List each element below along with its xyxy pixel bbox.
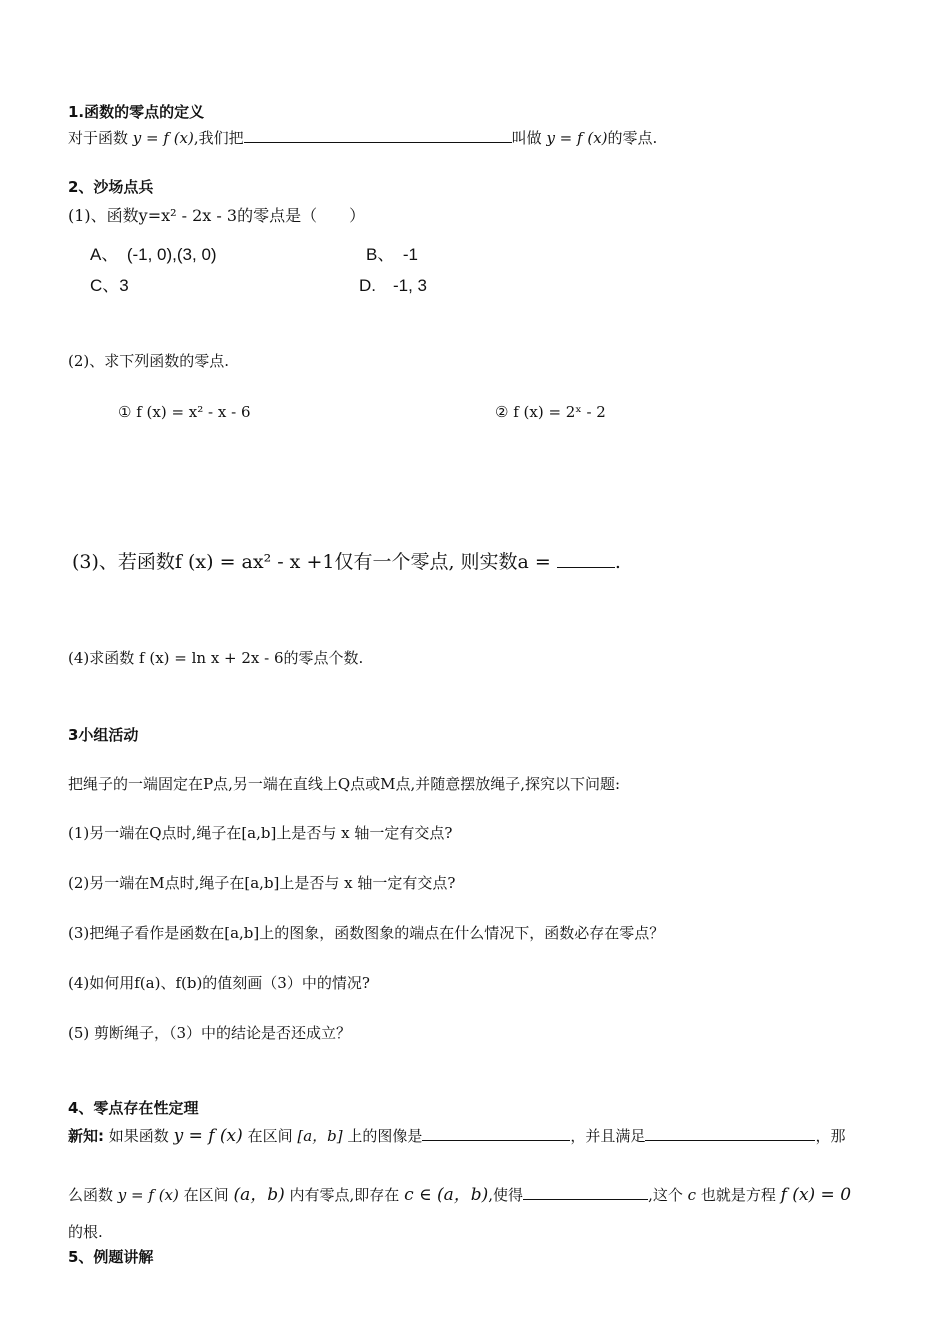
answer-blank-a[interactable]: [557, 551, 615, 568]
option-b[interactable]: B、 -1: [366, 245, 418, 264]
def-post: 叫做: [511, 129, 542, 147]
condition-blank[interactable]: [645, 1124, 815, 1141]
theorem-line-3: 的根.: [68, 1223, 103, 1241]
t2-interval: (a，b): [233, 1185, 285, 1205]
t1-b: 在区间: [247, 1127, 293, 1145]
t2-equation: f (x) = 0: [780, 1185, 852, 1205]
t2-b: 在区间: [183, 1186, 229, 1204]
section-1-title: 1.函数的零点的定义: [68, 103, 205, 121]
t2-g: 也就是方程: [700, 1186, 776, 1204]
theorem-line-2: [68, 1183, 851, 1205]
option-a[interactable]: A、 (-1, 0),(3, 0): [90, 245, 217, 264]
def-func2: y = f (x): [546, 129, 608, 147]
t1-func: y = f (x): [173, 1126, 243, 1146]
def-func: y = f (x): [132, 129, 194, 147]
t2-e: ,这个: [648, 1186, 683, 1204]
question-3-end: .: [614, 551, 621, 573]
section-2-title: 2、沙场点兵: [68, 178, 154, 196]
question-2b: ② f (x) = 2ˣ - 2: [495, 403, 606, 421]
option-c[interactable]: C、3: [90, 276, 129, 295]
question-4: (4)求函数 f (x) = ln x + 2x - 6的零点个数.: [68, 649, 364, 667]
section-4-title: 4、零点存在性定理: [68, 1099, 199, 1117]
t2-c-var: c: [687, 1186, 697, 1204]
t1-e: ，那: [815, 1127, 846, 1145]
t2-c: 内有零点,即存在: [289, 1186, 400, 1204]
activity-q2: (2)另一端在M点时,绳子在[a,b]上是否与 x 轴一定有交点?: [68, 874, 456, 892]
equation-blank[interactable]: [523, 1183, 648, 1200]
t1-d: ，并且满足: [570, 1127, 646, 1145]
theorem-line-1: [68, 1124, 845, 1146]
question-1: (1)、函数y=x² - 2x - 3的零点是（ ）: [68, 206, 366, 225]
definition-blank[interactable]: [244, 126, 512, 143]
t1-a: 如果函数: [108, 1127, 169, 1145]
activity-q4: (4)如何用f(a)、f(b)的值刻画（3）中的情况?: [68, 974, 370, 992]
def-mid: ,我们把: [193, 129, 244, 147]
t2-membership: c ∈ (a，b): [404, 1185, 489, 1205]
section-5-title: 5、例题讲解: [68, 1248, 154, 1266]
option-d[interactable]: D. -1, 3: [359, 276, 428, 295]
activity-q5: (5) 剪断绳子，（3）中的结论是否还成立？: [68, 1024, 352, 1042]
t2-d: ,使得: [488, 1186, 524, 1204]
activity-intro: 把绳子的一端固定在P点,另一端在直线上Q点或M点,并随意摆放绳子,探究以下问题:: [68, 775, 621, 793]
new-knowledge-label: 新知:: [68, 1127, 104, 1145]
t2-a: 么函数: [68, 1186, 114, 1204]
def-tail: 的零点.: [607, 129, 658, 147]
activity-q3: (3)把绳子看作是函数在[a,b]上的图象，函数图象的端点在什么情况下，函数必存在零点？: [68, 924, 665, 942]
section-3-title: 3小组活动: [68, 726, 139, 744]
question-2: (2)、求下列函数的零点.: [68, 352, 230, 370]
t1-c: 上的图像是: [347, 1127, 423, 1145]
continuity-blank[interactable]: [422, 1124, 570, 1141]
t2-func: y = f (x): [117, 1186, 179, 1204]
question-2a: ① f (x) = x² - x - 6: [118, 403, 251, 421]
zero-definition-line: [68, 126, 657, 148]
def-pre: 对于函数: [68, 129, 129, 147]
question-3: [72, 551, 621, 572]
question-3-text: (3)、若函数f (x) = ax² - x +1仅有一个零点, 则实数a =: [72, 551, 551, 573]
activity-q1: (1)另一端在Q点时,绳子在[a,b]上是否与 x 轴一定有交点?: [68, 824, 453, 842]
t1-interval: [a，b]: [297, 1127, 343, 1145]
